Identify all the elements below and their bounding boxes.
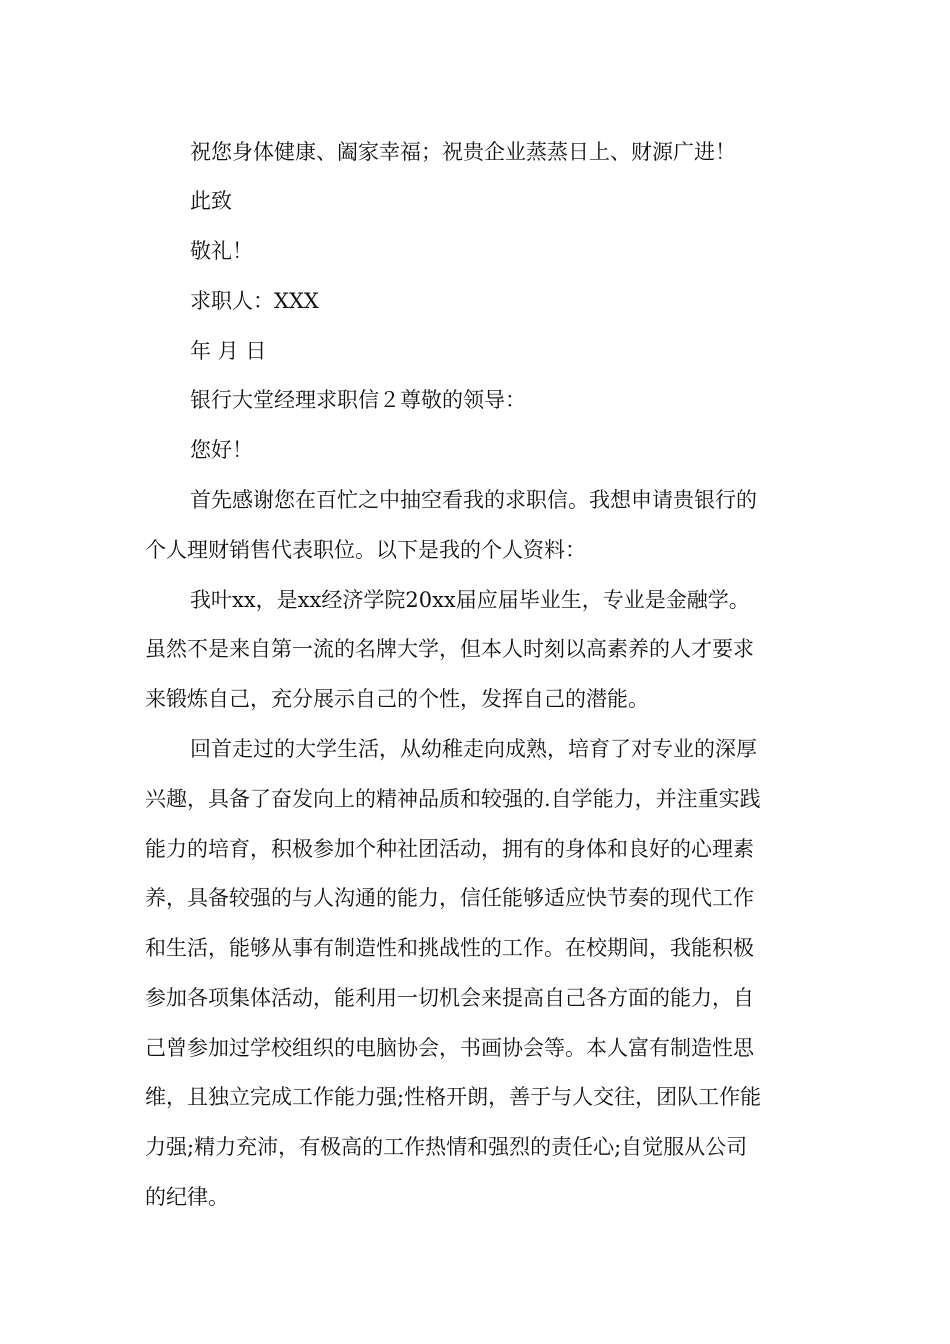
- applicant-signature: 求职人：XXX: [190, 289, 319, 313]
- paragraph-3-line-4: 养，具备较强的与人沟通的能力，信任能够适应快节奏的现代工作: [145, 886, 754, 910]
- paragraph-3-line-8: 维，且独立完成工作能力强;性格开朗，善于与人交往，团队工作能: [145, 1085, 762, 1109]
- paragraph-2-line-1: 我叶xx，是xx经济学院20xx届应届毕业生，专业是金融学。: [190, 588, 750, 612]
- letter-date: 年 月 日: [190, 339, 267, 363]
- paragraph-1-line-2: 个人理财销售代表职位。以下是我的个人资料：: [145, 538, 586, 562]
- paragraph-3-line-6: 参加各项集体活动，能利用一切机会来提高自己各方面的能力，自: [145, 986, 754, 1010]
- paragraph-3-line-3: 能力的培育，积极参加个种社团活动，拥有的身体和良好的心理素: [145, 837, 754, 861]
- paragraph-3-line-1: 回首走过的大学生活，从幼稚走向成熟，培育了对专业的深厚: [190, 737, 757, 761]
- closing-cizhi: 此致: [190, 189, 232, 213]
- paragraph-2-line-3: 来锻炼自己，充分展示自己的个性，发挥自己的潜能。: [145, 687, 649, 711]
- closing-wishes: 祝您身体健康、阖家幸福；祝贵企业蒸蒸日上、财源广进！: [190, 140, 736, 164]
- letter-heading: 银行大堂经理求职信２尊敬的领导：: [190, 388, 526, 412]
- paragraph-2-line-2: 虽然不是来自第一流的名牌大学，但本人时刻以高素养的人才要求: [145, 637, 754, 661]
- paragraph-3-line-10: 的纪律。: [145, 1185, 229, 1209]
- paragraph-1-line-1: 首先感谢您在百忙之中抽空看我的求职信。我想申请贵银行的: [190, 488, 757, 512]
- closing-jingli: 敬礼！: [190, 239, 253, 263]
- paragraph-3-line-5: 和生活，能够从事有制造性和挑战性的工作。在校期间，我能积极: [145, 936, 754, 960]
- letter-greeting: 您好！: [190, 438, 253, 462]
- paragraph-3-line-9: 力强;精力充沛，有极高的工作热情和强烈的责任心;自觉服从公司: [145, 1135, 748, 1159]
- paragraph-3-line-7: 己曾参加过学校组织的电脑协会，书画协会等。本人富有制造性思: [145, 1036, 754, 1060]
- paragraph-3-line-2: 兴趣，具备了奋发向上的精神品质和较强的.自学能力，并注重实践: [145, 787, 761, 811]
